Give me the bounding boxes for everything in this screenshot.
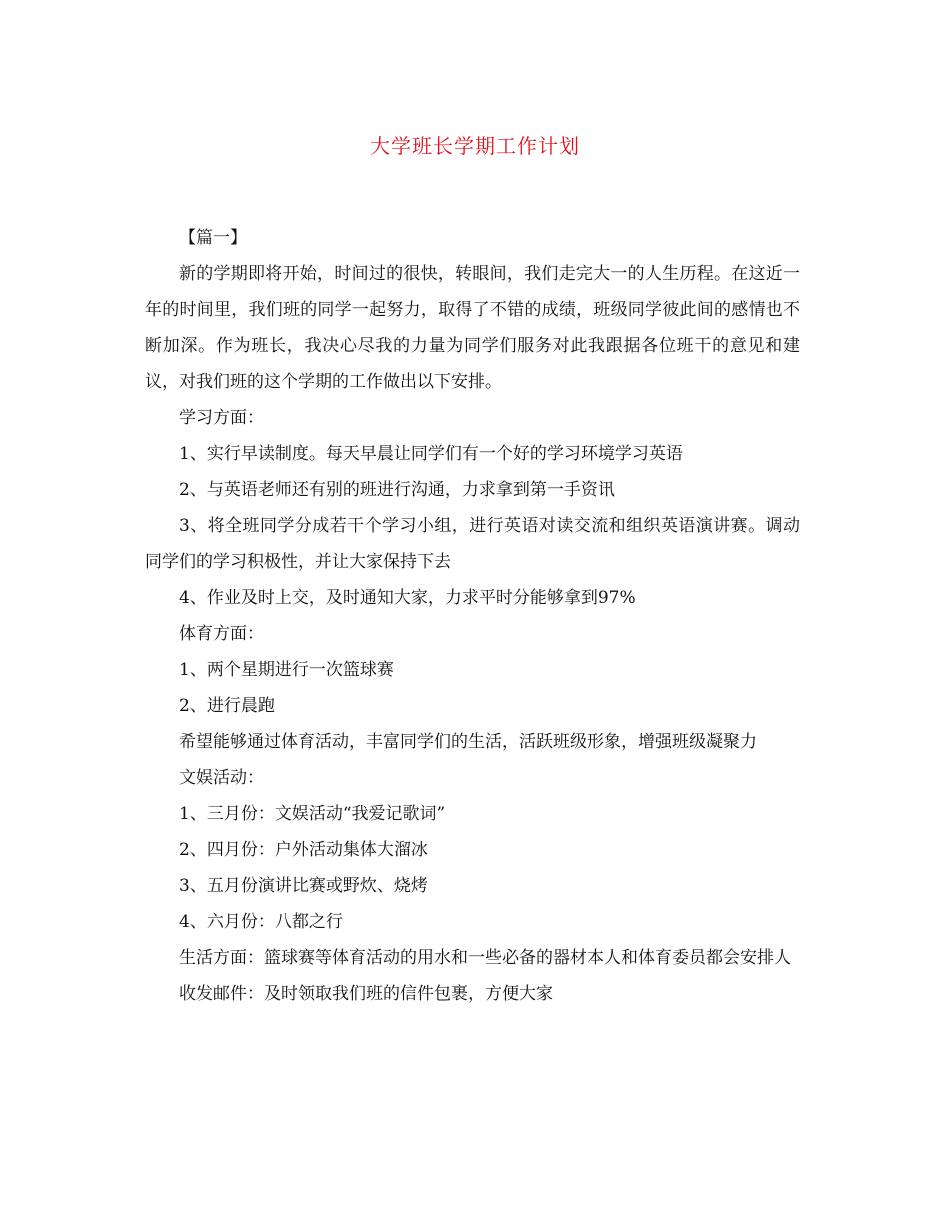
- document-title: 大学班长学期工作计划: [370, 134, 580, 158]
- entertainment-item-1: 1、三月份：文娱活动“我爱记歌词”: [179, 804, 446, 824]
- life-paragraph: 生活方面：篮球赛等体育活动的用水和一些必备的器材本人和体育委员都会安排人: [179, 948, 791, 968]
- document-body: [145, 220, 800, 1012]
- study-item-3: 3、将全班同学分成若干个学习小组，进行英语对读交流和组织英语演讲赛。调动同学们的学习积极性，并让大家保持下去: [145, 516, 800, 572]
- section-heading: 【篇一】: [179, 228, 247, 248]
- entertainment-item-4: 4、六月份：八都之行: [179, 912, 343, 932]
- entertainment-item-2: 2、四月份：户外活动集体大溜冰: [179, 840, 428, 860]
- sports-item-1: 1、两个星期进行一次篮球赛: [179, 660, 394, 680]
- entertainment-heading: 文娱活动：: [179, 768, 264, 788]
- sports-heading: 体育方面：: [179, 624, 264, 644]
- study-item-2: 2、与英语老师还有别的班进行沟通，力求拿到第一手资讯: [179, 480, 615, 500]
- study-heading: 学习方面：: [179, 408, 264, 428]
- intro-paragraph: 新的学期即将开始，时间过的很快，转眼间，我们走完大一的人生历程。在这近一年的时间里，我们班的同学一起努力，取得了不错的成绩，班级同学彼此间的感情也不断加深。作为班长，我决心尽我的力量为同学们服务对此我跟据各位班干的意见和建议，对我们班的这个学期的工作做出以下安排。: [145, 264, 800, 392]
- mail-paragraph: 收发邮件：及时领取我们班的信件包裹，方便大家: [179, 984, 553, 1004]
- study-item-1: 1、实行早读制度。每天早晨让同学们有一个好的学习环境学习英语: [179, 444, 683, 464]
- sports-summary: 希望能够通过体育活动，丰富同学们的生活，活跃班级形象，增强班级凝聚力: [179, 732, 757, 752]
- study-item-4: 4、作业及时上交，及时通知大家，力求平时分能够拿到97%: [179, 588, 636, 608]
- entertainment-item-3: 3、五月份演讲比赛或野炊、烧烤: [179, 876, 428, 896]
- sports-item-2: 2、进行晨跑: [179, 696, 275, 716]
